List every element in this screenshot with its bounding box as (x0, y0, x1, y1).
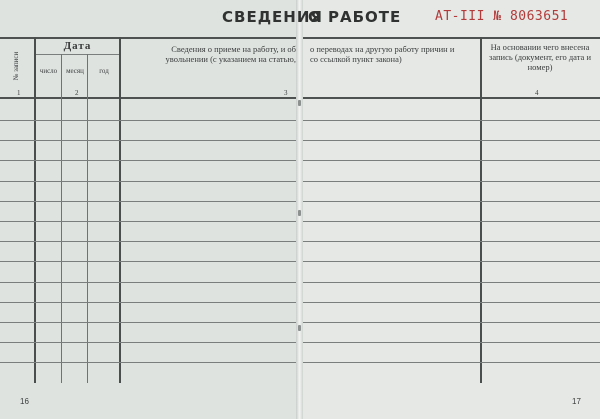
title-right: О РАБОТЕ (308, 8, 402, 26)
row-rule (303, 241, 600, 242)
col-number: 3 (284, 89, 288, 97)
date-subheader-rule (36, 54, 119, 55)
header-record-number: № записи (12, 51, 20, 81)
stitch-mark (298, 100, 301, 106)
col-number: 1 (17, 89, 21, 97)
col-divider (480, 37, 482, 383)
row-rule (303, 261, 600, 262)
header-bottom-rule (303, 97, 600, 99)
stitch-mark (298, 325, 301, 331)
row-rule (303, 302, 600, 303)
serial-number: АТ-III № 8063651 (435, 9, 569, 24)
row-rule (303, 362, 600, 363)
row-rule (0, 201, 296, 202)
col-divider (61, 54, 62, 383)
page-number-left: 16 (20, 397, 29, 406)
row-rule (0, 342, 296, 343)
header-bottom-rule (0, 97, 296, 99)
row-rule (0, 160, 296, 161)
header-day: число (39, 67, 58, 75)
header-month: месяц (66, 67, 84, 75)
row-rule (303, 221, 600, 222)
col-number: 2 (75, 89, 79, 97)
row-rule (303, 342, 600, 343)
header-year: год (99, 67, 109, 75)
row-rule (303, 181, 600, 182)
title-left: СВЕДЕНИЯ (222, 8, 323, 26)
row-rule (0, 181, 296, 182)
header-basis: На основании чего внесена запись (документ, его дата и номер) (488, 42, 592, 72)
row-rule (0, 120, 296, 121)
row-rule (0, 362, 296, 363)
row-rule (0, 282, 296, 283)
row-rule (0, 221, 296, 222)
row-rule (0, 140, 296, 141)
header-top-rule (303, 37, 600, 39)
row-rule (0, 261, 296, 262)
row-rule (0, 302, 296, 303)
col-number: 4 (535, 89, 539, 97)
row-rule (303, 160, 600, 161)
row-rule (0, 241, 296, 242)
col-divider (34, 37, 36, 383)
header-info-right: о переводах на другую работу причин и со ссылкой пункт закона) (310, 44, 455, 64)
page-number-right: 17 (572, 397, 581, 406)
stitch-mark (298, 210, 301, 216)
row-rule (0, 322, 296, 323)
col-divider (119, 37, 121, 383)
header-date: Дата (63, 40, 92, 52)
row-rule (303, 282, 600, 283)
row-rule (303, 322, 600, 323)
row-rule (303, 120, 600, 121)
header-top-rule (0, 37, 296, 39)
row-rule (303, 140, 600, 141)
col-divider (87, 54, 88, 383)
row-rule (303, 201, 600, 202)
header-info-left: Сведения о приеме на работу, и об увольнении (с указанием на статью, (165, 44, 296, 64)
